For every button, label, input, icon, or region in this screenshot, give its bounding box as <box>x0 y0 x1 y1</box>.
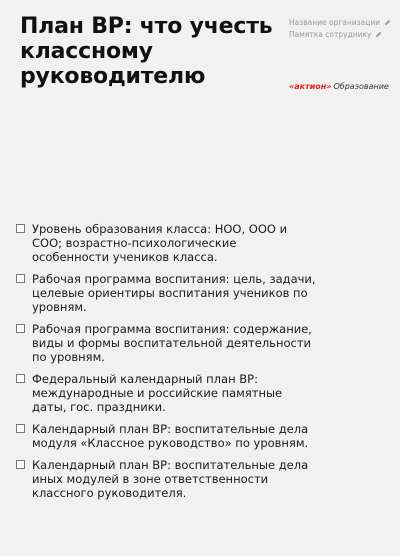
pencil-icon <box>375 31 382 38</box>
checklist-item-text: Рабочая программа воспитания: содержание, виды и формы воспитательной деятельности по уровням. <box>32 322 312 364</box>
checklist-item-text: Календарный план ВР: воспитательные дела модуля «Классное руководство» по уровням. <box>32 422 309 450</box>
checklist-item <box>16 372 316 414</box>
checkbox[interactable] <box>16 274 25 283</box>
checklist-item-text: Рабочая программа воспитания: цель, задачи, целевые ориентиры воспитания учеников по уровням. <box>32 272 316 314</box>
checklist-item <box>16 422 316 450</box>
organization-name-field[interactable] <box>289 18 395 27</box>
organization-name-label: Название организации <box>289 18 381 27</box>
aktion-logo <box>289 82 397 92</box>
checklist-item-text: Федеральный календарный план ВР: международные и российские памятные даты, гос. праздники. <box>32 372 283 414</box>
employee-memo-label: Памятка сотруднику <box>289 30 372 39</box>
checklist <box>16 222 316 508</box>
checklist-item <box>16 222 316 264</box>
side-fields <box>289 18 395 39</box>
checkbox[interactable] <box>16 460 25 469</box>
checklist-item <box>16 322 316 364</box>
logo-brand-text: «актион» <box>289 82 332 91</box>
page-title: План ВР: что учесть классному руководителю <box>20 14 273 89</box>
checklist-item-text: Уровень образования класса: НОО, ООО и СОО; возрастно-психологические особенности учеников класса. <box>32 222 288 264</box>
checklist-item <box>16 272 316 314</box>
employee-memo-field[interactable] <box>289 30 395 39</box>
checkbox[interactable] <box>16 224 25 233</box>
checkbox[interactable] <box>16 424 25 433</box>
checkbox[interactable] <box>16 324 25 333</box>
checklist-item-text: Календарный план ВР: воспитательные дела иных модулей в зоне ответственности классного руководителя. <box>32 458 309 500</box>
checkbox[interactable] <box>16 374 25 383</box>
logo-sub-text: Образование <box>333 82 389 91</box>
pencil-icon <box>384 19 391 26</box>
checklist-item <box>16 458 316 500</box>
